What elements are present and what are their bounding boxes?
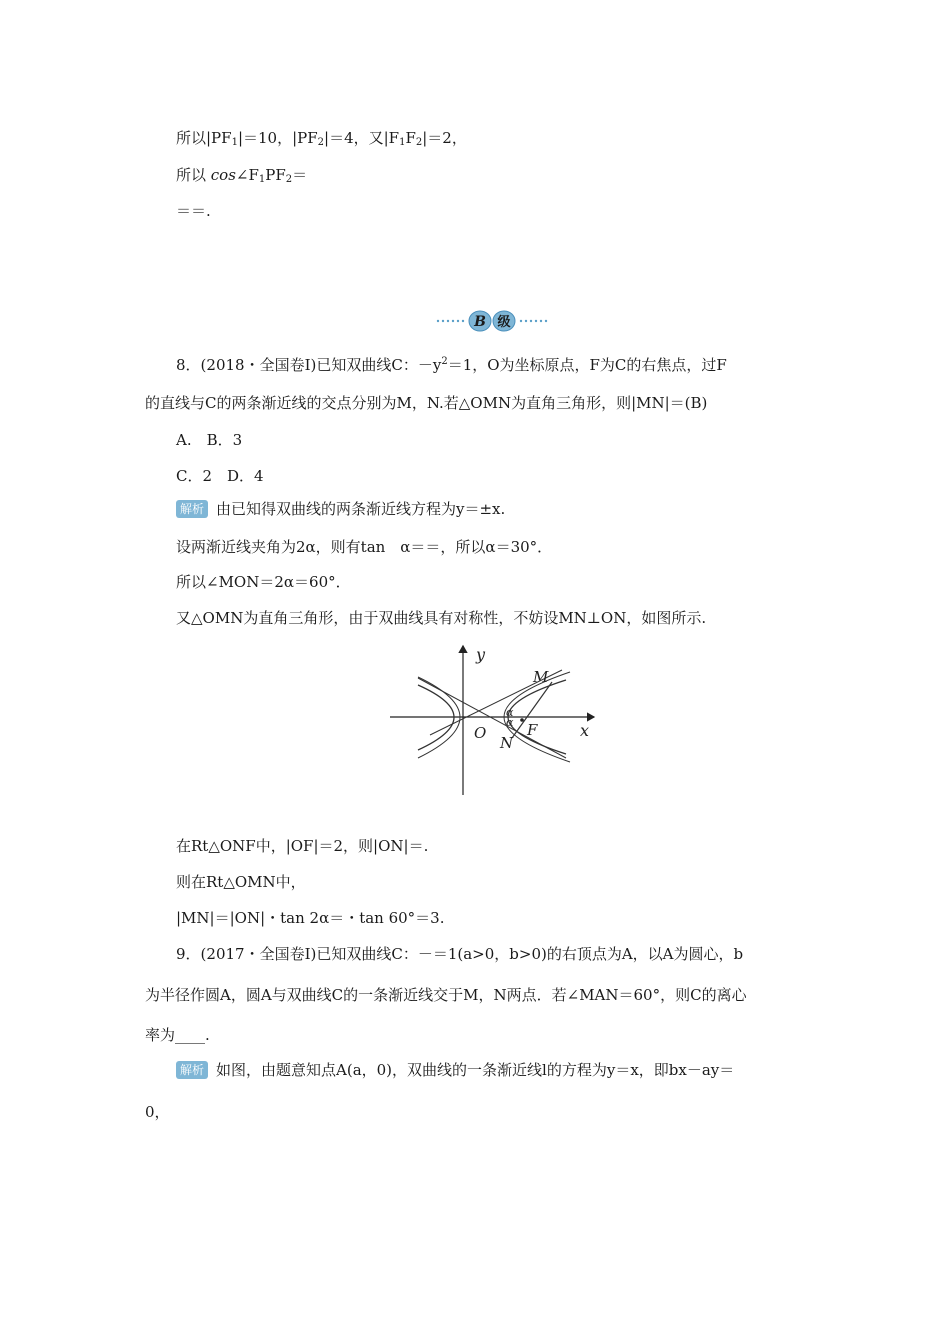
q9-solution-2: 0， xyxy=(145,1103,170,1121)
y-axis-label: y xyxy=(476,645,486,664)
q8-solution-3: 所以∠MON＝2α＝60°． xyxy=(176,573,351,591)
q8-solution-7: |MN|＝|ON|・tan 2α＝・tan 60°＝3. xyxy=(176,909,445,927)
q8-stem-line-2: 的直线与C的两条渐近线的交点分别为M，N.若△OMN为直角三角形，则|MN|＝(B) xyxy=(145,394,708,412)
analysis-tag: 解析 xyxy=(176,500,208,518)
label-o: O xyxy=(474,724,487,742)
q8-solution-4: 又△OMN为直角三角形，由于双曲线具有对称性，不妨设MN⊥ON，如图所示. xyxy=(176,609,707,627)
label-m: M xyxy=(533,668,549,686)
q8-solution-2: 设两渐近线夹角为2α，则有tan α＝＝，所以α＝30°． xyxy=(176,538,553,556)
focus-point xyxy=(520,718,524,722)
label-alpha-lower: α xyxy=(506,716,514,729)
hyperbola-figure xyxy=(390,640,600,800)
analysis-tag: 解析 xyxy=(176,1061,208,1079)
q8-solution-5: 在Rt△ONF中，|OF|＝2，则|ON|＝. xyxy=(176,837,429,855)
level-b-badge xyxy=(434,308,550,334)
q8-solution-6: 则在Rt△OMN中， xyxy=(176,873,306,891)
label-f: F xyxy=(527,721,538,739)
q8-options-cd: C．2 D．4 xyxy=(176,467,264,485)
level-label: 级 xyxy=(497,315,511,330)
x-axis-label: x xyxy=(580,721,590,740)
q8-solution-1: 解析 由已知得双曲线的两条渐近线方程为y＝±x. xyxy=(176,499,505,519)
q9-stem-line-1: 9．(2017・全国卷Ⅰ)已知双曲线C：－＝1(a>0，b>0)的右顶点为A，以A为圆心，b xyxy=(176,945,744,963)
prev-line-2: 所以 $\cos\angle F_1PF_2=$ xyxy=(176,166,308,185)
q9-stem-line-2: 为半径作圆A，圆A与双曲线C的一条渐近线交于M，N两点．若∠MAN＝60°，则C的离心 xyxy=(145,986,747,1004)
level-letter: B xyxy=(474,314,486,330)
label-alpha-upper: α xyxy=(506,706,514,719)
prev-line-3: ＝＝. xyxy=(176,202,211,220)
q8-stem-line-1: 8．(2018・全国卷Ⅰ)已知双曲线C：$-y^2=1$，O为坐标原点，F为C的右焦点，过F xyxy=(176,356,727,374)
q9-stem-line-3: 率为____. xyxy=(145,1026,210,1044)
q9-solution-1: 解析 如图，由题意知点A(a，0)，双曲线的一条渐近线l的方程为y＝x，即bx－ay＝ xyxy=(176,1060,734,1080)
q8-options-ab: A. B．3 xyxy=(176,431,243,449)
prev-line-1: 所以$|PF_1|=10$，$|PF_2|=4$，又$|F_1F_2|=2$， xyxy=(176,129,467,148)
label-n: N xyxy=(500,734,514,752)
